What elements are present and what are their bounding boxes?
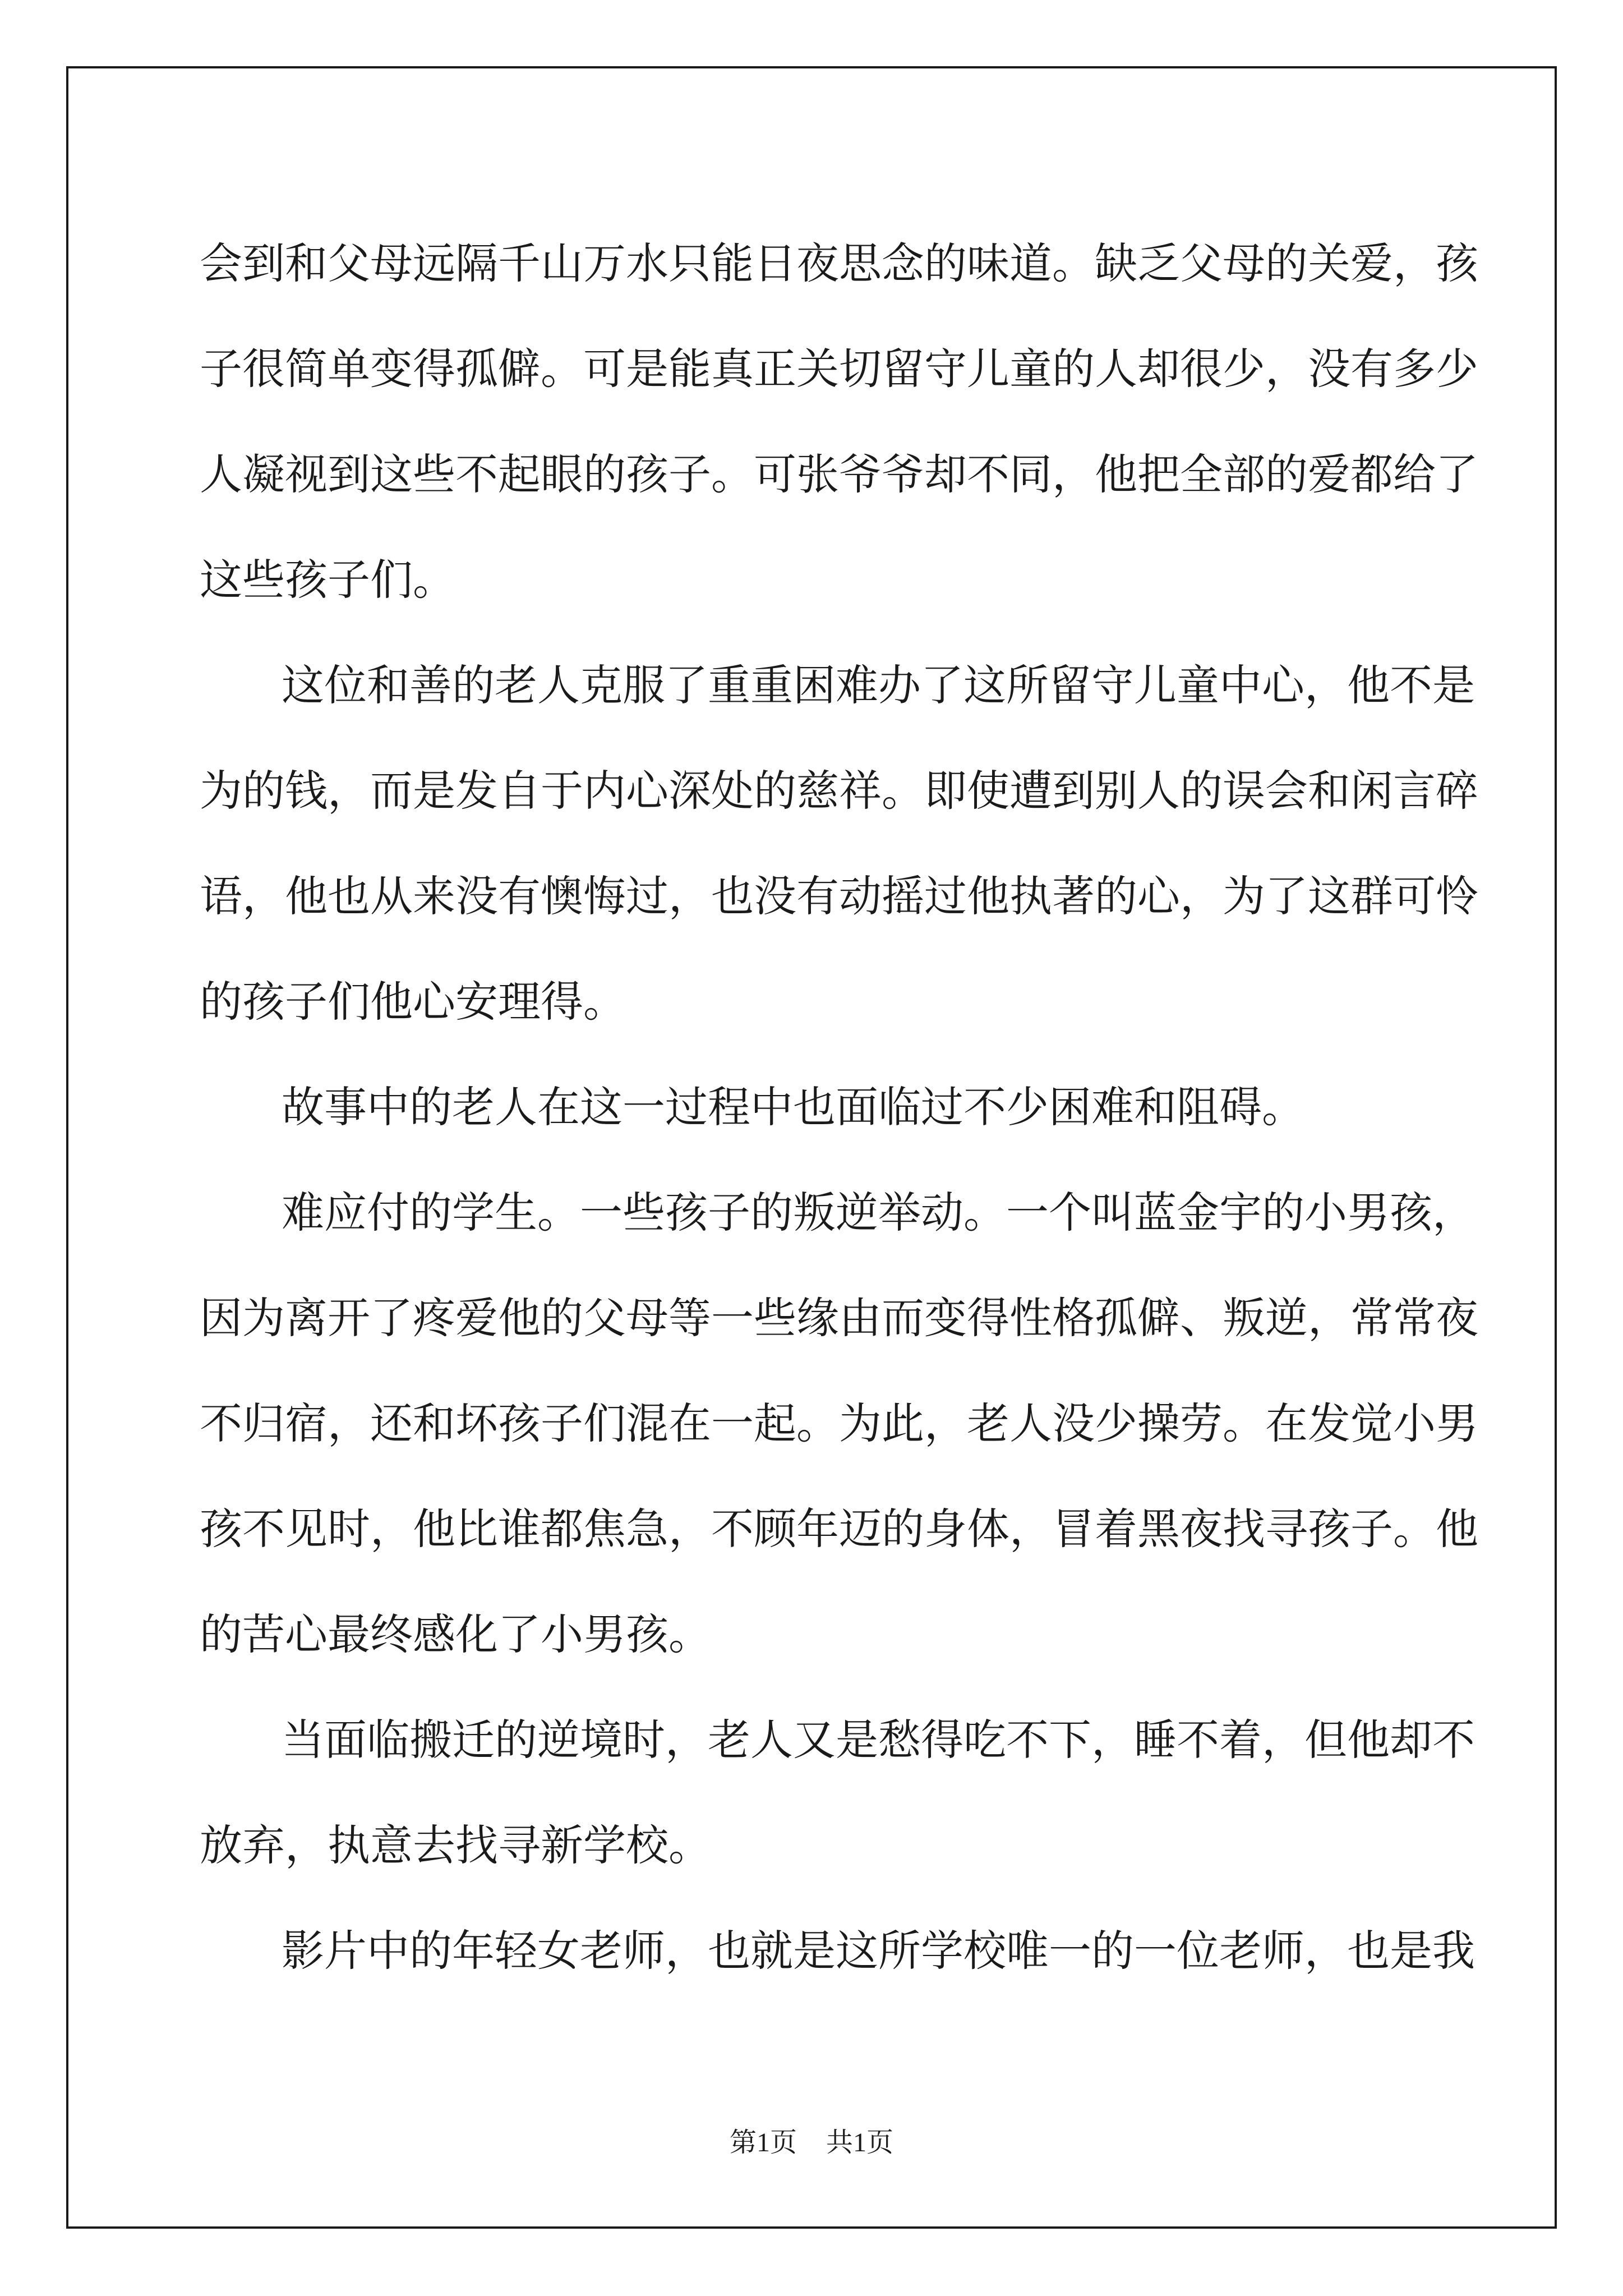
text-line: 子很简单变得孤僻。可是能真正关切留守儿童的人却很少，没有多少 — [200, 344, 1478, 394]
paragraph-first-line: 这位和善的老人克服了重重困难办了这所留守儿童中心，他不是 — [282, 660, 1475, 710]
text-line: 的苦心最终感化了小男孩。 — [200, 1609, 711, 1659]
paragraph-first-line: 故事中的老人在这一过程中也面临过不少困难和阻碍。 — [282, 1082, 1304, 1132]
document-body — [200, 211, 1478, 2004]
paragraph-first-line: 难应付的学生。一些孩子的叛逆举动。一个叫蓝金宇的小男孩， — [282, 1188, 1475, 1237]
page-total: 共1页 — [826, 2128, 894, 2157]
text-line: 这些孩子们。 — [200, 555, 455, 605]
paragraph-first-line: 当面临搬迁的逆境时，老人又是愁得吃不下，睡不着，但他却不 — [282, 1715, 1475, 1765]
text-line: 的孩子们他心安理得。 — [200, 977, 626, 1027]
text-line: 会到和父母远隔千山万水只能日夜思念的味道。缺乏父母的关爱，孩 — [200, 238, 1478, 288]
page-footer — [0, 2120, 1623, 2159]
text-line: 放弃，执意去找寻新学校。 — [200, 1820, 711, 1870]
text-line: 孩不见时，他比谁都焦急，不顾年迈的身体，冒着黑夜找寻孩子。他 — [200, 1504, 1478, 1554]
text-line: 因为离开了疼爱他的父母等一些缘由而变得性格孤僻、叛逆，常常夜 — [200, 1293, 1478, 1343]
text-line: 人凝视到这些不起眼的孩子。可张爷爷却不同，他把全部的爱都给了 — [200, 449, 1478, 499]
page-number: 第1页 — [729, 2128, 797, 2157]
text-line: 语，他也从来没有懊悔过，也没有动摇过他执著的心，为了这群可怜 — [200, 871, 1478, 921]
text-line: 为的钱，而是发自于内心深处的慈祥。即使遭到别人的误会和闲言碎 — [200, 766, 1478, 816]
text-line: 不归宿，还和坏孩子们混在一起。为此，老人没少操劳。在发觉小男 — [200, 1398, 1478, 1448]
paragraph-first-line: 影片中的年轻女老师，也就是这所学校唯一的一位老师，也是我 — [282, 1926, 1475, 1976]
